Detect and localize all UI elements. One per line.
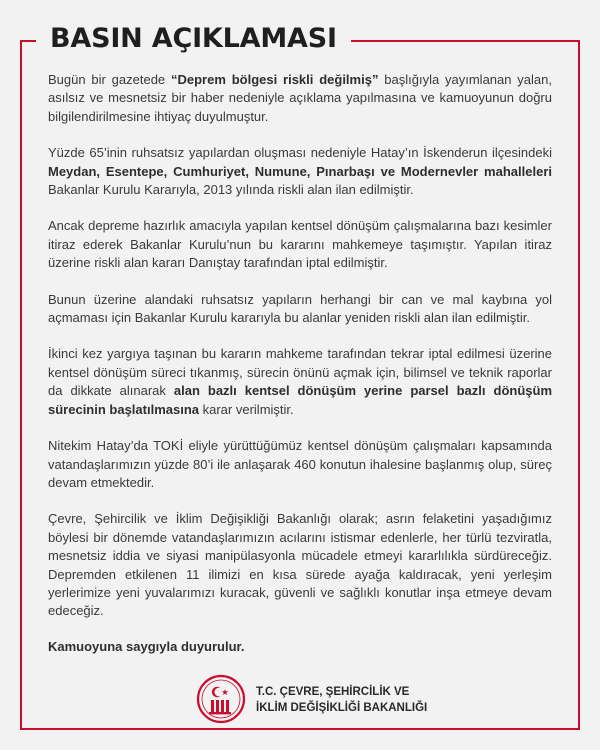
document-body xyxy=(48,71,552,674)
neighborhood-list: Meydan, Esentepe, Cumhuriyet, Numune, Pınarbaşı ve Modernevler mahalleleri xyxy=(48,163,552,179)
ministry-emblem-icon xyxy=(196,674,246,724)
ministry-name: T.C. ÇEVRE, ŞEHİRCİLİK VE İKLİM DEĞİŞİKLİĞİ BAKANLIĞI xyxy=(256,686,428,714)
quoted-headline: “Deprem bölgesi riskli değilmiş” xyxy=(170,72,379,87)
paragraph-2: Yüzde 65’inin ruhsatsız yapılardan oluşması nedeniyle Hatay’ın İskenderun ilçesindeki Meydan, Esentepe, Cumhuriyet, Numune, Pınarbaşı ve Modernevler mahalleleri Bakanlar Kurulu Kararıyla, 2013 yılında riskli alan ilan edilmiştir. xyxy=(48,145,552,198)
closing-line: Kamuoyuna saygıyla duyurulur. xyxy=(48,638,245,654)
paragraph-7: Çevre, Şehircilik ve İklim Değişikliği Bakanlığı olarak; asrın felaketini yaşadığımız böylesi bir dönemde vatandaşlarımızın acılarını istismar edenlerle, her türlü tezviratla, mesnetsiz iddia ve siyasi manipülasyonla mücadele etmeyi kararlılıkla sürdüreceğiz. Depremden etkilenen 11 ilimizi en kısa sürede ayağa kaldıracak, yeni yerleşim yerlerimize yeni yuvalarımızı kuracak, güvenli ve sağlıklı konutlar inşa etmeye devam edeceğiz. xyxy=(48,511,552,619)
decision-highlight: alan bazlı kentsel dönüşüm yerine parsel bazlı dönüşüm sürecinin başlatılmasına xyxy=(48,383,552,417)
ministry-signature xyxy=(196,674,426,724)
paragraph-3: Ancak depreme hazırlık amacıyla yapılan kentsel dönüşüm çalışmalarına bazı kesimler itiraz ederek Bakanlar Kurulu’nun bu kararını mahkemeye taşımıştır. Yapılan itiraz üzerine riskli alan kararı Danıştay tarafından iptal edilmiştir. xyxy=(48,218,552,271)
paragraph-6: Nitekim Hatay’da TOKİ eliyle yürüttüğümüz kentsel dönüşüm çalışmaları kapsamında vatandaşlarımızın yüzde 80’i ile anlaşarak 460 konutun ihalesine başlanmış olup, süreç devam etmektedir. xyxy=(48,438,552,490)
paragraph-4: Bunun üzerine alandaki ruhsatsız yapıların herhangi bir can ve mal kaybına yol açmaması için Bakanlar Kurulu kararıyla bu alanlar yeniden riskli alan ilan edilmiştir. xyxy=(48,291,552,326)
paragraph-1: Bugün bir gazetede “Deprem bölgesi riskli değilmiş” başlığıyla yayımlanan yalan, asılsız ve mesnetsiz bir haber nedeniyle açıklama yapılmasına ve kamuoyunun doğru bilgilendirilmesine ihtiyaç duyulmuştur. xyxy=(48,72,552,124)
paragraph-5: İkinci kez yargıya taşınan bu kararın mahkeme tarafından tekrar iptal edilmesi üzerine kentsel dönüşüm süreci tıkanmış, sürecin önünü açmak için, bilimsel ve teknik raporlar da dikkate alınarak alan bazlı kentsel dönüşüm yerine parsel bazlı dönüşüm sürecinin başlatılmasına karar verilmiştir. xyxy=(48,346,552,417)
page-title: BASIN AÇIKLAMASI xyxy=(36,22,351,56)
